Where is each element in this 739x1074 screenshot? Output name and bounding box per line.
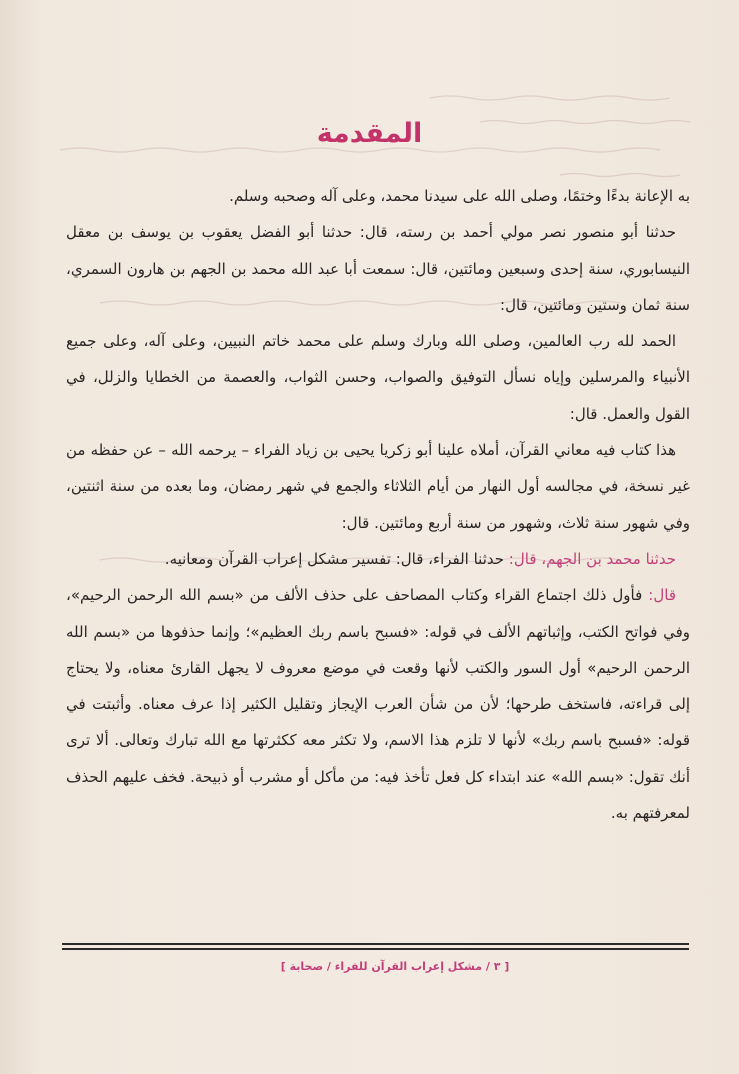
page-footer: [ ٣ / مشكل إعراب القرآن للفراء / صحابة ] bbox=[280, 960, 510, 973]
praise-paragraph: الحمد لله رب العالمين، وصلى الله وبارك وسلم على محمد خاتم النبيين، وعلى آله، وعلى جميع الأنبياء والمرسلين وإياه نسأل التوفيق والصواب، وحسن الثواب، والعصمة من الخطايا والزلل، في القول والعمل. قال: bbox=[66, 332, 690, 423]
isnad-paragraph: حدثنا أبو منصور نصر مولي أحمد بن رسته، قال: حدثنا أبو الفضل يعقوب بن يوسف بن معقل النيسابوري، سنة إحدى وسبعين ومائتين، قال: سمعت أبا عبد الله محمد بن الجهم بن هارون السمري، سنة ثمان وستين ومائتين، قال: bbox=[66, 223, 690, 314]
commentary-paragraph bbox=[66, 577, 690, 831]
footer-rule-bottom bbox=[62, 948, 689, 950]
opening-paragraph: به الإعانة بدءًا وختمًا، وصلى الله على سيدنا محمد، وعلى آله وصحبه وسلم. bbox=[229, 187, 690, 205]
narration-lead: حدثنا محمد بن الجهم، قال: bbox=[508, 549, 676, 568]
commentary-text: فأول ذلك اجتماع القراء وكتاب المصاحف على حذف الألف من «بسم الله الرحمن الرحيم»، وفي فواتح الكتب، وإثباتهم الألف في قوله: «فسبح باسم ربك العظيم»؛ وإنما حذفوها من «بسم الله الرحمن الرحيم» أول السور والكتب لأنها وقعت في موضع معروف لا يجهل القارئ معناه، ولا يحتاج إلى قراءته، فاستخف طرحها؛ لأن من شأن العرب الإيجاز وتقليل الكثير إذا عرف معناه. وأثبتت في قوله: «فسبح باسم ربك» لأنها لا تلزم هذا الاسم، ولا تكثر معه ككثرتها مع الله تبارك وتعالى. ألا ترى أنك تقول: «بسم الله» عند ابتداء كل فعل تأخذ فيه: من مأكل أو مشرب أو ذبيحة. فخف عليهم الحذف لمعرفتهم به. bbox=[66, 586, 690, 823]
commentary-lead: قال: bbox=[648, 586, 676, 605]
narration-text: حدثنا الفراء، قال: تفسير مشكل إعراب القرآن ومعانيه. bbox=[164, 549, 509, 568]
book-description-paragraph: هذا كتاب فيه معاني القرآن، أملاه علينا أبو زكريا يحيى بن زياد الفراء – يرحمه الله – عن حفظه من غير نسخة، في مجالسه أول النهار من أيام الثلاثاء والجمع في شهر رمضان، وما بعده من سنة اثنتين، وفي شهور سنة ثلاث، وشهور من سنة أربع ومائتين. قال: bbox=[66, 441, 690, 532]
narration-paragraph bbox=[66, 541, 690, 577]
page-title: المقدمة bbox=[316, 118, 423, 149]
body-text bbox=[66, 178, 690, 831]
footer-rule-top bbox=[62, 943, 689, 945]
